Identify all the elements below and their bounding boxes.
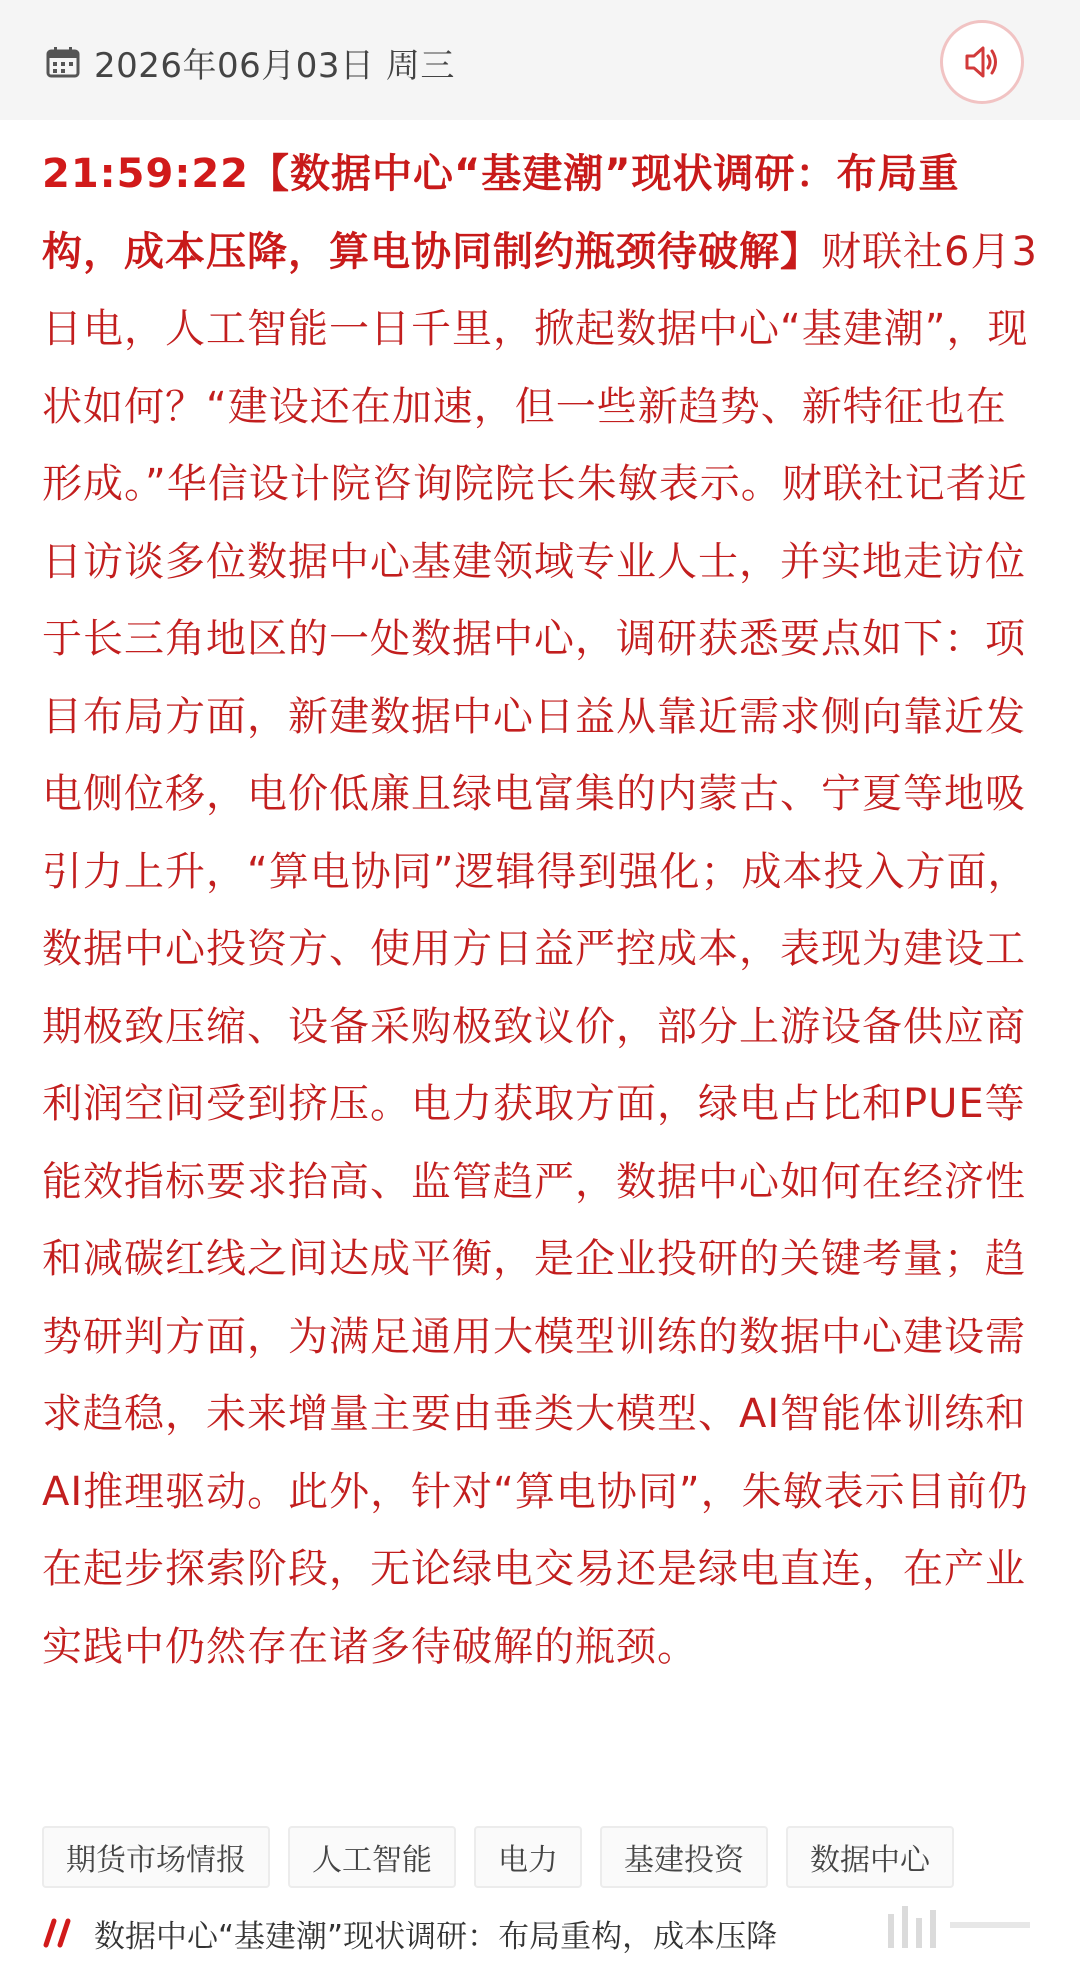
tag-futures-market[interactable]: 期货市场情报 [42,1826,270,1888]
tag-list [42,1826,954,1888]
article-headline: 【数据中心“基建潮”现状调研：布局重构，成本压降，算电协同制约瓶颈待破解】 [42,151,960,275]
speaker-icon [961,41,1003,83]
tag-data-center[interactable]: 数据中心 [786,1826,954,1888]
article-time: 21:59:22 [42,151,249,197]
article-body: 财联社6月3日电，人工智能一日千里，掀起数据中心“基建潮”，现状如何？“建设还在加速，但一些新趋势、新特征也在形成。”华信设计院咨询院院长朱敏表示。财联社记者近日访谈多位数据中心基建领域专业人士，并实地走访位于长三角地区的一处数据中心，调研获悉要点如下：项目布局方面，新建数据中心日益从靠近需求侧向靠近发电侧位移，电价低廉且绿电富集的内蒙古、宁夏等地吸引力上升，“算电协同”逻辑得到强化；成本投入方面，数据中心投资方、使用方日益严控成本，表现为建设工期极致压缩、设备采购极致议价，部分上游设备供应商利润空间受到挤压。电力获取方面，绿电占比和PUE等能效指标要求抬高、监管趋严，数据中心如何在经济性和减碳红线之间达成平衡，是企业投研的关键考量；趋势研判方面，为满足通用大模型训练的数据中心建设需求趋稳，未来增量主要由垂类大模型、AI智能体训练和AI推理驱动。此外，针对“算电协同”，朱敏表示目前仍在起步探索阶段，无论绿电交易还是绿电直连，在产业实践中仍然存在诸多待破解的瓶颈。 [42,228,1038,1670]
calendar-icon [46,46,80,78]
tag-ai[interactable]: 人工智能 [288,1826,456,1888]
double-slash-icon [42,1917,78,1949]
date-header-bar [0,0,1080,120]
tag-electricity[interactable]: 电力 [474,1826,582,1888]
article-content [42,136,1040,1686]
tag-infrastructure-investment[interactable]: 基建投资 [600,1826,768,1888]
related-article-title: 数据中心“基建潮”现状调研：布局重构，成本压降 [94,1918,778,1955]
watermark-icon [880,1896,1040,1956]
date-display [46,34,455,90]
audio-play-button[interactable] [940,20,1024,104]
date-text: 2026年06月03日 周三 [94,45,455,86]
